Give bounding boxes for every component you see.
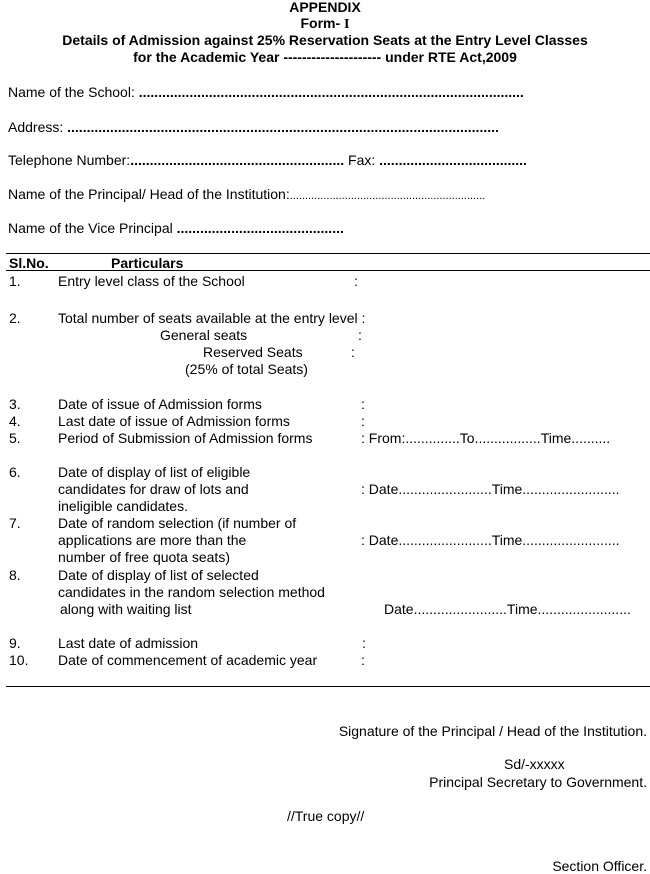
principal-blank: ................................................................ xyxy=(289,190,486,202)
row-4-particular: Last date of issue of Admission forms xyxy=(58,413,290,429)
row-5-particular: Period of Submission of Admission forms xyxy=(58,430,313,446)
row-5-value: : From:..............To.................Time.......... xyxy=(361,430,611,446)
row-10-number: 10. xyxy=(9,652,29,668)
principal-field xyxy=(8,187,485,202)
vice-principal-field xyxy=(8,221,344,235)
table-header-rule xyxy=(6,270,650,271)
fax-blank: ...................................... xyxy=(379,152,527,168)
telephone-blank: ....................................................... xyxy=(130,152,345,168)
telephone-fax-field xyxy=(8,153,527,167)
row-6-value: : Date........................Time......................... xyxy=(361,481,620,497)
row-1-colon: : xyxy=(354,273,358,289)
row-6-particular-line-2: candidates for draw of lots and xyxy=(58,481,249,497)
row-7-particular-line-3: number of free quota seats) xyxy=(58,549,230,565)
school-name-label: Name of the School: xyxy=(8,84,139,100)
row-8-value: Date........................Time........................ xyxy=(384,601,631,617)
row-6-number: 6. xyxy=(9,464,21,480)
sd-signature: Sd/-xxxxx xyxy=(504,756,565,772)
row-2-number: 2. xyxy=(9,310,21,326)
row-2-general-colon: : xyxy=(358,327,362,343)
address-label: Address: xyxy=(8,119,68,135)
row-8-particular-line-2: candidates in the random selection method xyxy=(58,584,325,600)
row-3-number: 3. xyxy=(9,396,21,412)
row-7-number: 7. xyxy=(9,515,21,531)
row-10-particular: Date of commencement of academic year xyxy=(58,652,318,668)
row-5-number: 5. xyxy=(9,430,21,446)
row-3-particular: Date of issue of Admission forms xyxy=(58,396,262,412)
vice-principal-blank: ........................................... xyxy=(176,220,344,236)
row-10-colon: : xyxy=(361,652,365,668)
row-2-reserved-colon: : xyxy=(351,344,355,360)
row-2-reserved-seats: Reserved Seats xyxy=(203,344,303,360)
row-6-particular-line-1: Date of display of list of eligible xyxy=(58,464,251,480)
column-header-particulars: Particulars xyxy=(111,255,184,271)
row-4-number: 4. xyxy=(9,413,21,429)
row-3-colon: : xyxy=(361,396,365,412)
telephone-label: Telephone Number: xyxy=(8,152,131,168)
row-2-general-seats: General seats xyxy=(160,327,248,343)
section-officer-title: Section Officer. xyxy=(552,858,647,874)
address-blank: ............................................................................................................... xyxy=(67,119,499,135)
row-7-value: : Date........................Time......................... xyxy=(361,532,620,548)
row-7-particular-line-1: Date of random selection (if number of xyxy=(58,515,297,531)
principal-label: Name of the Principal/ Head of the Institution: xyxy=(8,186,290,202)
form-numeral: I xyxy=(344,17,350,32)
true-copy-note: //True copy// xyxy=(287,808,365,824)
row-9-colon: : xyxy=(362,635,366,651)
row-4-colon: : xyxy=(361,413,365,429)
form-title-line-2: for the Academic Year --------------------- under RTE Act,2009 xyxy=(133,49,517,65)
form-prefix: Form- xyxy=(300,15,345,31)
row-6-particular-line-3: ineligible candidates. xyxy=(58,498,188,514)
school-name-blank: ................................................................................................... xyxy=(138,84,524,100)
school-name-field xyxy=(8,85,524,99)
row-1-particular: Entry level class of the School xyxy=(58,273,245,289)
row-1-number: 1. xyxy=(9,273,21,289)
table-bottom-rule xyxy=(6,686,650,687)
row-8-particular-line-1: Date of display of list of selected xyxy=(58,567,259,583)
row-8-particular-line-3: along with waiting list xyxy=(60,601,192,617)
principal-signature-line: Signature of the Principal / Head of the Institution. xyxy=(338,723,647,739)
row-9-particular: Last date of admission xyxy=(58,635,199,651)
table-top-rule xyxy=(6,253,650,254)
row-8-number: 8. xyxy=(9,567,21,583)
address-field xyxy=(8,120,499,134)
fax-label: Fax: xyxy=(344,152,380,168)
column-header-slno: Sl.No. xyxy=(9,255,49,271)
row-2-particular: Total number of seats available at the entry level : xyxy=(58,310,366,326)
form-heading xyxy=(0,16,650,32)
row-2-percentage-note: (25% of total Seats) xyxy=(185,361,308,377)
principal-secretary-title: Principal Secretary to Government. xyxy=(429,774,647,790)
row-7-particular-line-2: applications are more than the xyxy=(58,532,247,548)
row-9-number: 9. xyxy=(9,635,21,651)
form-title-line-1: Details of Admission against 25% Reservation Seats at the Entry Level Classes xyxy=(62,32,588,48)
vice-principal-label: Name of the Vice Principal xyxy=(8,220,177,236)
appendix-heading: APPENDIX xyxy=(289,0,361,15)
